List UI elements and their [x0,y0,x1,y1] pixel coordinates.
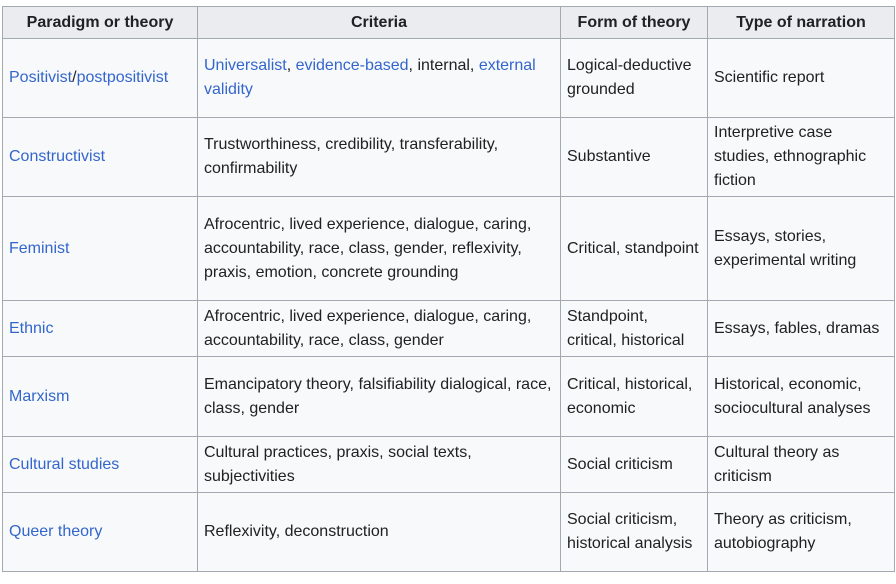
table-row [3,197,895,301]
header-row [3,7,895,39]
cell-form: Critical, standpoint [561,197,708,301]
paradigms-table [2,6,895,572]
table-row [3,301,895,357]
link-postpositivist[interactable]: postpositivist [76,69,169,86]
link-evidence-based[interactable]: evidence-based [295,57,409,74]
link-marxism[interactable]: Marxism [9,387,70,405]
cell-form: Standpoint, critical, historical [561,301,708,357]
cell-narration: Cultural theory as criticism [708,437,895,493]
cell-form: Social criticism, historical analysis [561,493,708,572]
cell-paradigm [3,39,198,118]
link-feminist[interactable]: Feminist [9,239,70,257]
cell-text: Emancipatory theory, falsifiability dialogical, race, class, gender [204,375,552,417]
header-paradigm: Paradigm or theory [3,7,198,39]
cell-paradigm [3,301,198,357]
cell-narration: Theory as criticism, autobiography [708,493,895,572]
cell-criteria [198,437,561,493]
link-constructivist[interactable]: Constructivist [9,148,106,165]
cell-paradigm [3,493,198,572]
cell-text: Afrocentric, lived experience, dialogue, caring, accountability, race, class, gender [204,307,532,349]
cell-form: Social criticism [561,437,708,493]
cell-criteria [198,357,561,437]
cell-narration: Essays, stories, experimental writing [708,197,895,301]
header-narration: Type of narration [708,7,895,39]
cell-narration: Historical, economic, sociocultural analyses [708,357,895,437]
cell-paradigm [3,118,198,197]
link-external-validity[interactable]: external validity [204,57,536,98]
header-form: Form of theory [561,7,708,39]
cell-form: Substantive [561,118,708,197]
cell-criteria [198,301,561,357]
cell-paradigm [3,357,198,437]
link-universalist[interactable]: Universalist [204,57,287,74]
cell-narration: Scientific report [708,39,895,118]
cell-text: , internal, [408,57,479,74]
cell-text: / [72,69,77,86]
link-cultural-studies[interactable]: Cultural studies [9,455,120,473]
cell-form: Logical-deductive grounded [561,39,708,118]
cell-criteria [198,118,561,197]
cell-paradigm [3,437,198,493]
link-queer-theory[interactable]: Queer theory [9,523,103,540]
cell-narration: Essays, fables, dramas [708,301,895,357]
cell-criteria [198,39,561,118]
header-criteria: Criteria [198,7,561,39]
cell-text: , [286,57,296,74]
cell-criteria [198,493,561,572]
cell-criteria [198,197,561,301]
cell-text: Cultural practices, praxis, social texts, subjectivities [204,443,472,485]
cell-text: Afrocentric, lived experience, dialogue, caring, accountability, race, class, gender, reflexivity, praxis, emotion, concrete grounding [204,215,532,281]
cell-text: Trustworthiness, credibility, transferability, confirmability [204,136,499,177]
link-positivist[interactable]: Positivist [9,69,73,86]
table-row [3,357,895,437]
cell-text: Reflexivity, deconstruction [204,523,389,540]
cell-narration: Interpretive case studies, ethnographic fiction [708,118,895,197]
table-row [3,118,895,197]
table-row [3,437,895,493]
cell-form: Critical, historical, economic [561,357,708,437]
cell-paradigm [3,197,198,301]
table-row [3,39,895,118]
table-row [3,493,895,572]
link-ethnic[interactable]: Ethnic [9,319,54,337]
